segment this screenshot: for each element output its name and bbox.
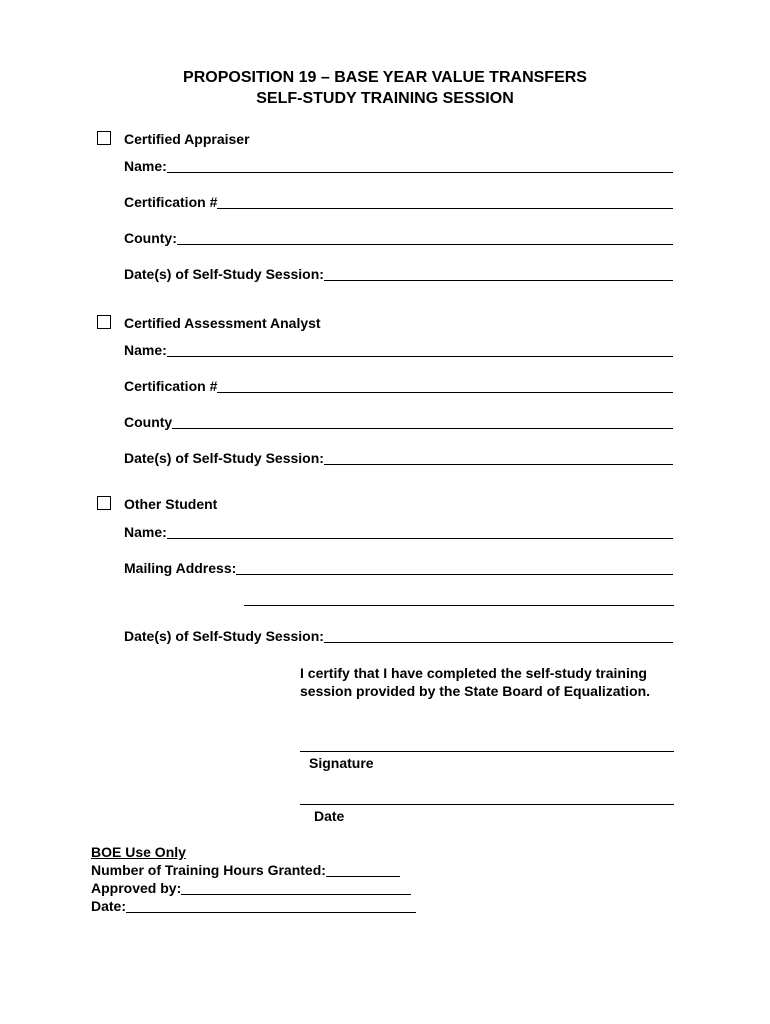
certified-appraiser-label: Certified Appraiser (124, 131, 250, 147)
student-session-dates-label: Date(s) of Self-Study Session: (124, 628, 324, 644)
student-mailing-address-label: Mailing Address: (124, 560, 237, 576)
student-name-field[interactable] (124, 522, 673, 540)
signature-label: Signature (309, 755, 374, 771)
signature-line[interactable] (300, 751, 674, 752)
student-session-dates-line[interactable] (324, 642, 673, 643)
analyst-session-dates-line[interactable] (324, 464, 673, 465)
appraiser-county-label: County: (124, 230, 177, 246)
certification-date-label: Date (314, 808, 345, 824)
certified-assessment-analyst-checkbox[interactable] (97, 315, 111, 329)
student-name-line[interactable] (167, 538, 673, 539)
appraiser-certification-field[interactable] (124, 192, 673, 210)
appraiser-certification-label: Certification # (124, 194, 218, 210)
boe-date-field[interactable] (91, 898, 416, 914)
appraiser-session-dates-field[interactable] (124, 264, 673, 282)
certified-appraiser-checkbox[interactable] (97, 131, 111, 145)
boe-approved-label: Approved by: (91, 880, 182, 896)
analyst-certification-field[interactable] (124, 376, 673, 394)
appraiser-session-dates-line[interactable] (324, 280, 673, 281)
other-student-checkbox[interactable] (97, 496, 111, 510)
appraiser-session-dates-label: Date(s) of Self-Study Session: (124, 266, 324, 282)
student-session-dates-field[interactable] (124, 626, 673, 644)
analyst-certification-line[interactable] (217, 392, 673, 393)
other-student-label: Other Student (124, 496, 218, 512)
analyst-county-line[interactable] (172, 428, 673, 429)
boe-hours-label: Number of Training Hours Granted: (91, 862, 326, 878)
appraiser-name-line[interactable] (167, 172, 673, 173)
analyst-certification-label: Certification # (124, 378, 218, 394)
boe-date-line[interactable] (126, 912, 416, 913)
form-subtitle: SELF-STUDY TRAINING SESSION (256, 90, 514, 107)
analyst-session-dates-label: Date(s) of Self-Study Session: (124, 450, 324, 466)
appraiser-county-field[interactable] (124, 228, 673, 246)
boe-approved-line[interactable] (181, 894, 411, 895)
certification-date-line[interactable] (300, 804, 674, 805)
certified-assessment-analyst-label: Certified Assessment Analyst (124, 315, 321, 331)
appraiser-county-line[interactable] (177, 244, 673, 245)
boe-date-label: Date: (91, 898, 127, 914)
analyst-name-label: Name: (124, 342, 167, 358)
boe-hours-field[interactable] (91, 862, 400, 878)
student-mailing-address-line[interactable] (236, 574, 673, 575)
boe-hours-line[interactable] (326, 876, 400, 877)
appraiser-name-field[interactable] (124, 156, 673, 174)
analyst-county-label: County (124, 414, 173, 430)
form-title: PROPOSITION 19 – BASE YEAR VALUE TRANSFERS (183, 69, 587, 86)
student-mailing-address-field[interactable] (124, 558, 673, 576)
boe-approved-field[interactable] (91, 880, 411, 896)
boe-use-only-heading: BOE Use Only (91, 844, 186, 860)
analyst-session-dates-field[interactable] (124, 448, 673, 466)
student-name-label: Name: (124, 524, 167, 540)
student-mailing-address-line-2[interactable] (244, 605, 674, 606)
certification-statement: I certify that I have completed the self-study training session provided by the State Board of Equalization. (300, 665, 651, 699)
analyst-county-field[interactable] (124, 412, 673, 430)
analyst-name-line[interactable] (167, 356, 673, 357)
appraiser-name-label: Name: (124, 158, 167, 174)
analyst-name-field[interactable] (124, 340, 673, 358)
appraiser-certification-line[interactable] (217, 208, 673, 209)
